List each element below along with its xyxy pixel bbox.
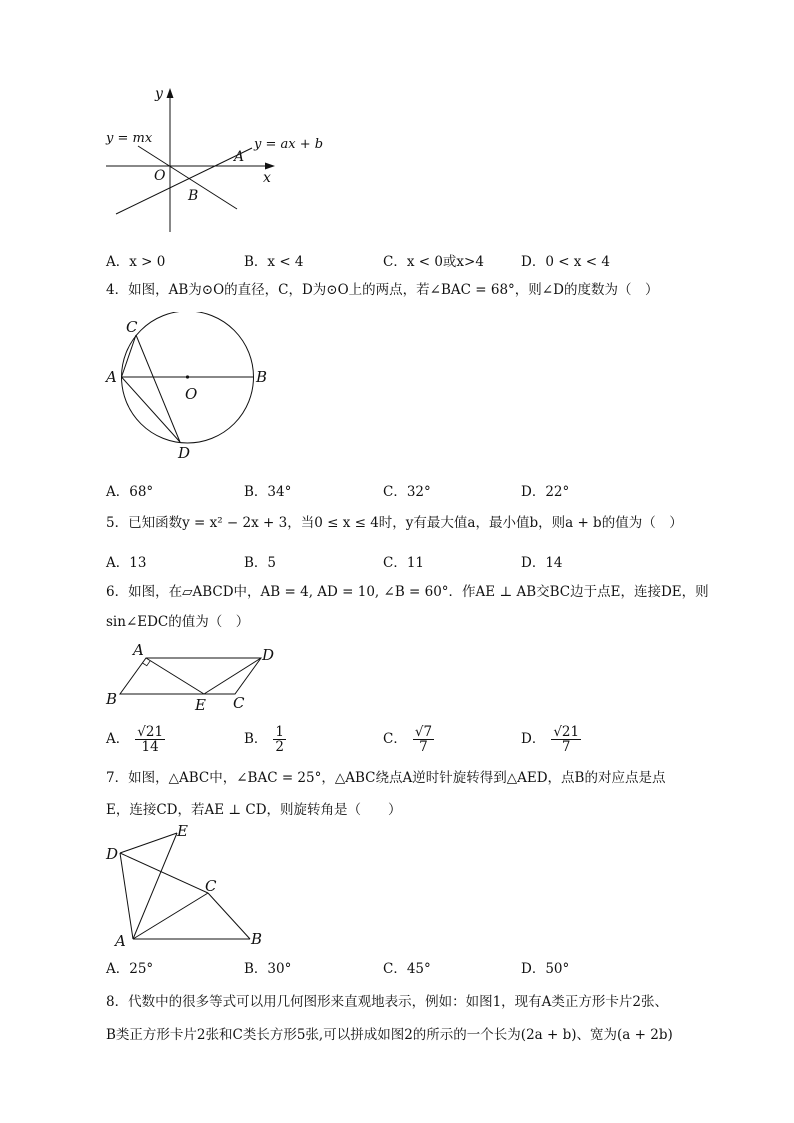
- x-axis-label: x: [263, 170, 271, 186]
- option-letter: D．: [521, 731, 546, 747]
- q7-question-line1: 7．如图，△ABC中，∠BAC = 25°，△ABC绕点A逆时针旋转得到△AED，点B的对应点是点: [106, 770, 666, 786]
- q3-option-c[interactable]: C．x < 0或x>4: [383, 254, 484, 270]
- denominator: 14: [141, 739, 159, 755]
- q7-option-a[interactable]: A．25°: [106, 961, 154, 977]
- label-e: E: [195, 696, 206, 714]
- q4-option-d[interactable]: D．22°: [521, 484, 570, 500]
- origin-label: O: [154, 168, 166, 184]
- label-a: A: [133, 641, 144, 659]
- fraction: [273, 725, 286, 754]
- numerator: 1: [275, 724, 285, 740]
- q7-question-line2: E，连接CD，若AE ⊥ CD，则旋转角是（ ）: [106, 802, 402, 818]
- label-b: B: [251, 930, 263, 948]
- label-c: C: [205, 877, 217, 895]
- q7-option-c[interactable]: C．45°: [383, 961, 431, 977]
- q7-option-d[interactable]: D．50°: [521, 961, 570, 977]
- label-o: O: [185, 385, 198, 403]
- label-e: E: [177, 822, 188, 840]
- q6-option-b[interactable]: [244, 725, 286, 754]
- q4-option-c[interactable]: C．32°: [383, 484, 431, 500]
- numerator: √7: [414, 724, 433, 740]
- label-d: D: [178, 444, 191, 462]
- fraction: [413, 725, 434, 754]
- segment-ad: [120, 853, 133, 939]
- q5-option-c[interactable]: C．11: [383, 555, 425, 571]
- q8-question-line1: 8．代数中的很多等式可以用几何图形来直观地表示，例如：如图1，现有A类正方形卡片2张、: [106, 994, 669, 1010]
- y-axis-label: y: [155, 86, 163, 102]
- segment-ae: [133, 833, 177, 939]
- q3-option-b[interactable]: B．x < 4: [244, 254, 304, 270]
- segment-de: [204, 658, 261, 694]
- q6-option-d[interactable]: [521, 725, 581, 754]
- q4-question: 4．如图，AB为⊙O的直径，C，D为⊙O上的两点，若∠BAC = 68°，则∠D的度数为（ ）: [106, 282, 659, 298]
- q4-option-b[interactable]: B．34°: [244, 484, 292, 500]
- q6-question-line2: sin∠EDC的值为（ ）: [106, 614, 250, 630]
- point-a-label: A: [234, 149, 245, 165]
- parallelogram-abcd: [120, 658, 261, 694]
- center-dot: [186, 375, 189, 378]
- q6-option-a[interactable]: [106, 725, 165, 754]
- q6-option-c[interactable]: [383, 725, 434, 754]
- segment-dc: [120, 853, 208, 893]
- denominator: 7: [419, 739, 428, 755]
- option-letter: A．: [106, 731, 130, 747]
- q3-figure: [100, 84, 330, 239]
- q6-figure: [100, 638, 290, 716]
- label-c: C: [233, 694, 245, 712]
- label-a: A: [115, 932, 126, 950]
- label-d: D: [262, 646, 275, 664]
- option-letter: B．: [244, 731, 268, 747]
- q7-figure: [100, 822, 275, 950]
- label-d: D: [106, 845, 119, 863]
- label-c: C: [126, 318, 138, 336]
- q6-question-line1: 6．如图，在▱ABCD中，AB = 4, AD = 10, ∠B = 60°．作AE ⊥ AB交BC边于点E，连接DE，则: [106, 584, 709, 600]
- point-b-label: B: [188, 188, 199, 204]
- q3-option-d[interactable]: D．0 < x < 4: [521, 254, 610, 270]
- x-axis-arrow: [265, 163, 275, 170]
- q4-figure: [100, 312, 280, 462]
- q7-option-b[interactable]: B．30°: [244, 961, 292, 977]
- numerator: √21: [137, 724, 164, 740]
- q3-option-a[interactable]: A．x > 0: [106, 254, 166, 270]
- segment-ae: [146, 658, 204, 694]
- y-axis-arrow: [167, 88, 174, 98]
- numerator: √21: [553, 724, 580, 740]
- segment-cb: [208, 893, 250, 939]
- fraction: [135, 725, 165, 754]
- line-y-ax-b-label: y = ax + b: [254, 137, 324, 152]
- q5-option-b[interactable]: B．5: [244, 555, 277, 571]
- q5-option-d[interactable]: D．14: [521, 555, 563, 571]
- fraction: [551, 725, 581, 754]
- q8-question-line2: B类正方形卡片2张和C类长方形5张,可以拼成如图2的所示的一个长为(2a + b)、宽为(a + 2b): [106, 1027, 673, 1043]
- line-y-ax-b: [116, 148, 252, 214]
- denominator: 7: [561, 739, 571, 755]
- segment-de: [120, 833, 177, 853]
- q5-option-a[interactable]: A．13: [106, 555, 147, 571]
- option-letter: C．: [383, 731, 407, 747]
- label-b: B: [256, 368, 268, 386]
- segment-ac: [133, 893, 208, 939]
- chord-ac: [122, 335, 137, 377]
- line-y-mx-label: y = mx: [106, 131, 153, 146]
- denominator: 2: [275, 739, 285, 755]
- label-a: A: [106, 368, 117, 386]
- q4-option-a[interactable]: A．68°: [106, 484, 154, 500]
- label-b: B: [106, 690, 118, 708]
- q5-question: 5．已知函数y = x² − 2x + 3，当0 ≤ x ≤ 4时，y有最大值a，最小值b，则a + b的值为（ ）: [106, 515, 683, 531]
